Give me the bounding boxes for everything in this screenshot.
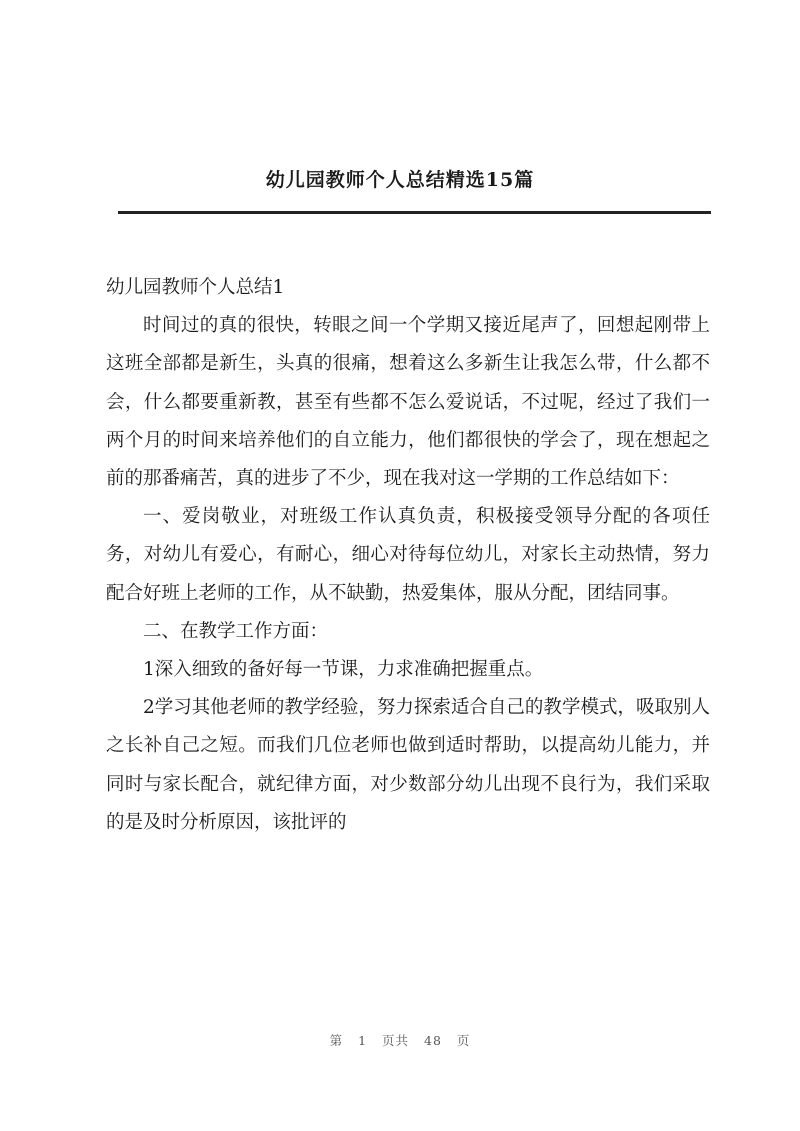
document-title: 幼儿园教师个人总结精选15篇 bbox=[265, 169, 535, 191]
footer-label-ye: 页 bbox=[456, 1033, 471, 1048]
document-body bbox=[106, 269, 710, 842]
footer-current-page: 1 bbox=[358, 1033, 368, 1048]
paragraph-point-two-heading: 二、在教学工作方面： bbox=[143, 620, 329, 642]
paragraph-item-2: 2学习其他老师的教学经验，努力探索适合自己的教学模式，吸取别人之长补自己之短。而我们几位老师也做到适时帮助，以提高幼儿能力，并同时与家长配合，就纪律方面，对少数部分幼儿出现不良行为，我们采取的是及时分析原因，该批评的 bbox=[106, 697, 710, 833]
section-heading: 幼儿园教师个人总结1 bbox=[106, 277, 285, 298]
paragraph-item-1: 1深入细致的备好每一节课，力求准确把握重点。 bbox=[143, 659, 544, 681]
paragraph-point-one: 一、爱岗敬业，对班级工作认真负责，积极接受领导分配的各项任务，对幼儿有爱心，有耐心，细心对待每位幼儿，对家长主动热情，努力配合好班上老师的工作，从不缺勤，热爱集体，服从分配，团结同事。 bbox=[106, 506, 710, 604]
title-divider bbox=[118, 211, 711, 214]
page-footer bbox=[0, 1031, 800, 1049]
footer-label-di: 第 bbox=[329, 1033, 344, 1048]
paragraph-intro: 时间过的真的很快，转眼之间一个学期又接近尾声了，回想起刚带上这班全部都是新生，头真的很痛，想着这么多新生让我怎么带，什么都不会，什么都要重新教，甚至有些都不怎么爱说话，不过呢，经过了我们一两个月的时间来培养他们的自立能力，他们都很快的学会了，现在想起之前的那番痛苦，真的进步了不少，现在我对这一学期的工作总结如下： bbox=[106, 315, 710, 490]
footer-total-pages: 48 bbox=[424, 1033, 442, 1048]
footer-label-ye-gong: 页共 bbox=[382, 1033, 410, 1048]
